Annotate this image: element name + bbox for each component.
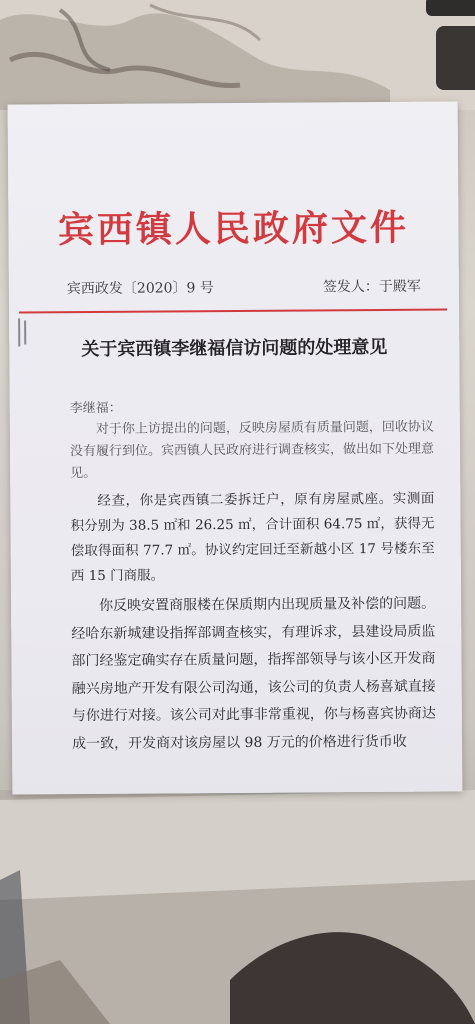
salutation: 李继福： [69, 400, 122, 417]
paragraph-2: 经查，你是宾西镇二委拆迁户，原有房屋贰座。实测面积分别为 38.5 ㎡和 26.25 ㎡，合计面积 64.75 ㎡，获得无偿取得面积 77.7 ㎡。协议约定回迁至新越小区 17 号楼东至西 15 门商服。 [70, 490, 435, 585]
document-paper [8, 101, 463, 794]
document-number: 宾西政发〔2020〕9 号 [66, 280, 214, 298]
document-header: 宾西镇人民政府文件 [57, 207, 410, 252]
document-subject: 关于宾西镇李继福信访问题的处理意见 [81, 336, 388, 361]
document-body [70, 417, 436, 763]
header-divider [19, 309, 447, 314]
phone-edge [408, 0, 475, 96]
paragraph-3: 你反映安置商服楼在保质期内出现质量及补偿的问题。经哈东新城建设指挥部调查核实，有理诉求，县建设局质监部门经鉴定确实存在质量问题，指挥部领导与该小区开发商融兴房地产开发有限公司沟通，该公司的负责人杨喜斌直接与你进行对接。该公司对此事非常重视，你与杨喜宾协商达成一致，开发商对该房屋以 98 万元的价格进行货币收 [71, 595, 436, 752]
paragraph-1: 对于你上访提出的问题，反映房屋质有质量问题，回收协议没有履行到位。宾西镇人民政府进行调查核实，做出如下处理意见。 [69, 419, 435, 482]
signer: 签发人：于殿军 [322, 278, 421, 296]
